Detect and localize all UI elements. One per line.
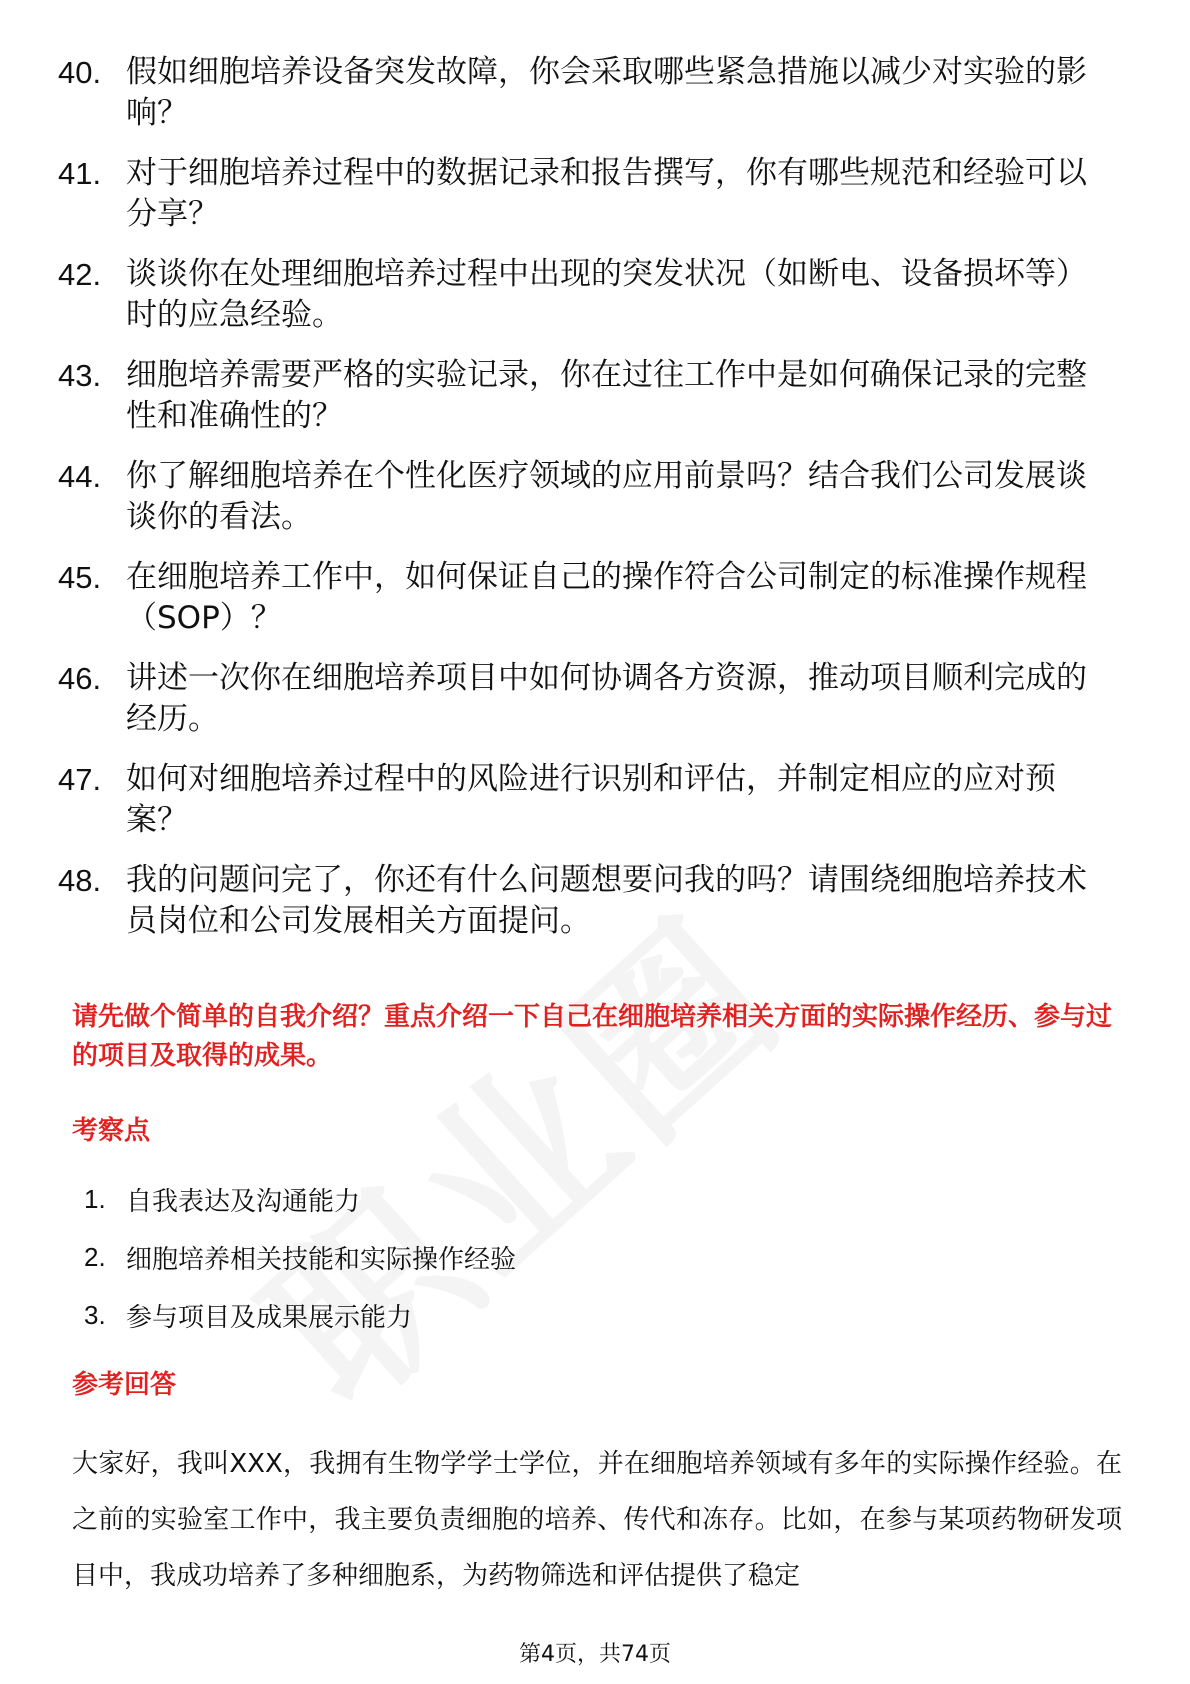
- answer-title: 参考回答: [72, 1370, 177, 1400]
- point-text: 细胞培养相关技能和实际操作经验: [126, 1244, 517, 1275]
- point-text: 自我表达及沟通能力: [126, 1186, 361, 1217]
- question-number: 48.: [58, 863, 102, 898]
- question-number: 44.: [58, 459, 102, 494]
- question-item: [58, 759, 1118, 841]
- question-text: 讲述一次你在细胞培养项目中如何协调各方资源，推动项目顺利完成的经历。: [126, 660, 1087, 737]
- question-text: 你了解细胞培养在个性化医疗领域的应用前景吗？结合我们公司发展谈谈你的看法。: [126, 458, 1087, 535]
- point-item: [84, 1170, 516, 1228]
- question-item: [58, 658, 1118, 740]
- question-item: [58, 355, 1118, 437]
- point-number: 1.: [84, 1183, 106, 1214]
- answer-paragraph: 大家好，我叫XXX，我拥有生物学学士学位，并在细胞培养领域有多年的实际操作经验。在之前的实验室工作中，我主要负责细胞的培养、传代和冻存。比如，在参与某项药物研发项目中，我成功培养了多种细胞系，为药物筛选和评估提供了稳定: [72, 1449, 1122, 1591]
- question-text: 对于细胞培养过程中的数据记录和报告撰写，你有哪些规范和经验可以分享？: [126, 155, 1087, 232]
- question-number: 46.: [58, 661, 102, 696]
- question-text: 谈谈你在处理细胞培养过程中出现的突发状况（如断电、设备损坏等）时的应急经验。: [126, 256, 1087, 333]
- question-item: [58, 254, 1118, 336]
- question-number: 45.: [58, 560, 102, 595]
- question-item: [58, 153, 1118, 235]
- question-item: [58, 557, 1118, 639]
- points-title: 考察点: [72, 1116, 151, 1146]
- question-text: 如何对细胞培养过程中的风险进行识别和评估，并制定相应的应对预案？: [126, 761, 1056, 838]
- point-text: 参与项目及成果展示能力: [126, 1302, 413, 1333]
- question-text: 假如细胞培养设备突发故障，你会采取哪些紧急措施以减少对实验的影响？: [126, 54, 1087, 131]
- question-number: 47.: [58, 762, 102, 797]
- point-item: [84, 1228, 516, 1286]
- question-number: 40.: [58, 55, 102, 90]
- point-number: 2.: [84, 1241, 106, 1272]
- point-number: 3.: [84, 1299, 106, 1330]
- question-item: [58, 860, 1118, 942]
- point-item: [84, 1286, 516, 1344]
- points-list: [84, 1170, 516, 1344]
- interview-question-headline: 请先做个简单的自我介绍？重点介绍一下自己在细胞培养相关方面的实际操作经历、参与过的项目及取得的成果。: [72, 1002, 1113, 1071]
- page-footer: 第4页，共74页: [519, 1642, 671, 1667]
- question-number: 42.: [58, 257, 102, 292]
- question-text: 在细胞培养工作中，如何保证自己的操作符合公司制定的标准操作规程（SOP）？: [126, 559, 1087, 636]
- question-text: 细胞培养需要严格的实验记录，你在过往工作中是如何确保记录的完整性和准确性的？: [126, 357, 1087, 434]
- question-item: [58, 456, 1118, 538]
- question-item: [58, 52, 1118, 134]
- question-number: 41.: [58, 156, 102, 191]
- question-number: 43.: [58, 358, 102, 393]
- question-list: [58, 52, 1118, 961]
- question-text: 我的问题问完了，你还有什么问题想要问我的吗？请围绕细胞培养技术员岗位和公司发展相关方面提问。: [126, 862, 1087, 939]
